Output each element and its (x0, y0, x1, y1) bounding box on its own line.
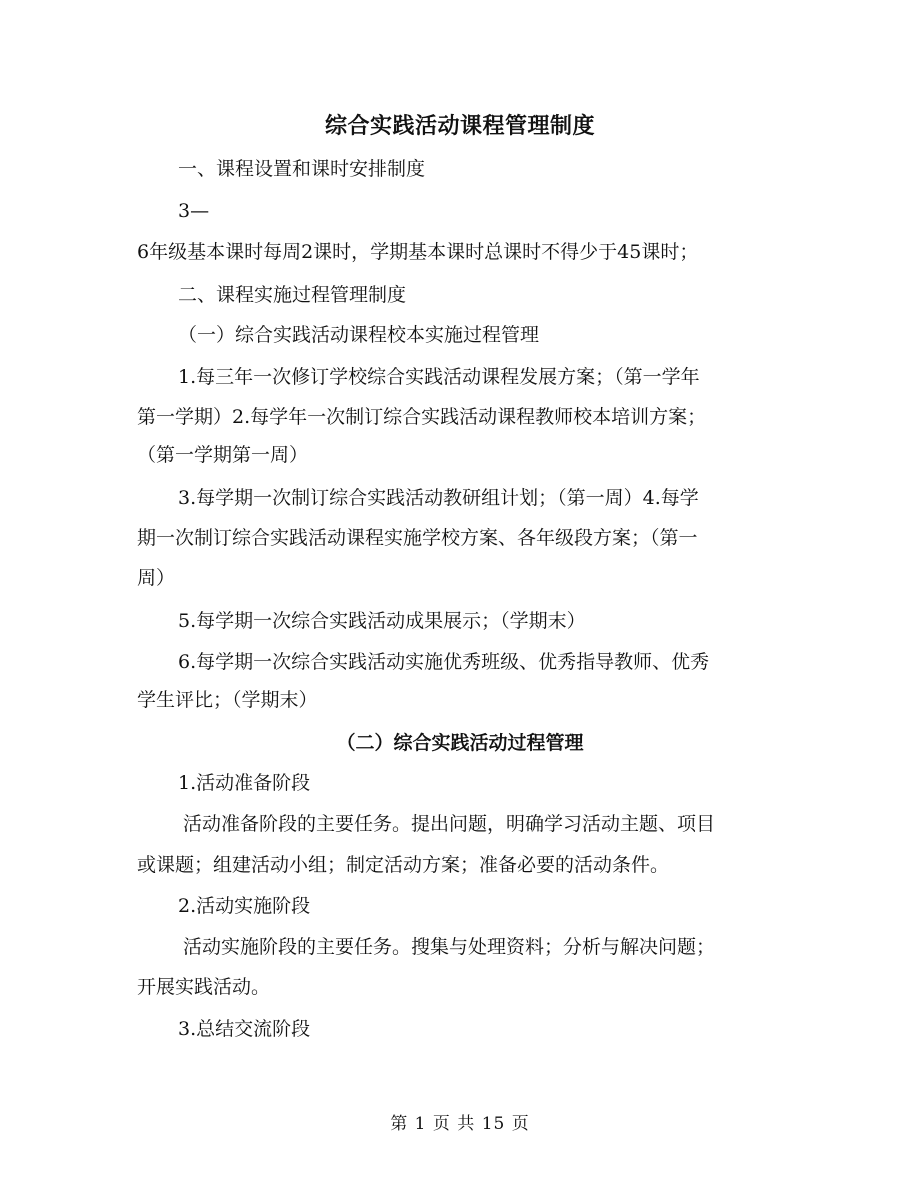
stage-heading: 1.活动准备阶段 (178, 772, 311, 794)
section-heading-2: 二、课程实施过程管理制度 (178, 284, 407, 306)
stage-heading: 3.总结交流阶段 (178, 1018, 311, 1040)
section-heading-1: 一、课程设置和课时安排制度 (178, 158, 426, 180)
paragraph-line: 6年级基本课时每周2课时，学期基本课时总课时不得少于45课时； (137, 241, 699, 263)
paragraph-line: 开展实践活动。 (137, 976, 271, 998)
paragraph-line: 活动实施阶段的主要任务。搜集与处理资料；分析与解决问题； (183, 936, 716, 958)
page-footer: 第 1 页 共 15 页 (390, 1114, 530, 1134)
subsection-heading-bold: （二）综合实践活动过程管理 (336, 732, 584, 754)
stage-heading: 2.活动实施阶段 (178, 895, 311, 917)
paragraph-line: 第一学期）2.每学年一次制订综合实践活动课程教师校本培训方案； (137, 406, 707, 428)
paragraph-line: 1.每三年一次修订学校综合实践活动课程发展方案；（第一学年 (178, 366, 700, 388)
document-title: 综合实践活动课程管理制度 (324, 113, 595, 139)
paragraph-line: 5.每学期一次综合实践活动成果展示；（学期末） (178, 610, 586, 632)
paragraph-line: 6.每学期一次综合实践活动实施优秀班级、优秀指导教师、优秀 (178, 651, 710, 673)
paragraph-line: 学生评比；（学期末） (137, 689, 318, 711)
paragraph-line: 周） (137, 567, 176, 589)
paragraph-line: （第一学期第一周） (137, 444, 309, 466)
paragraph-line: 或课题；组建活动小组；制定活动方案；准备必要的活动条件。 (137, 854, 670, 876)
subsection-heading: （一）综合实践活动课程校本实施过程管理 (178, 324, 540, 346)
paragraph-line: 期一次制订综合实践活动课程实施学校方案、各年级段方案；（第一 (137, 527, 698, 549)
paragraph-line: 3.每学期一次制订综合实践活动教研组计划；（第一周）4.每学 (178, 487, 699, 509)
paragraph-line: 活动准备阶段的主要任务。提出问题，明确学习活动主题、项目 (183, 813, 716, 835)
paragraph-line: 3— (178, 200, 210, 222)
